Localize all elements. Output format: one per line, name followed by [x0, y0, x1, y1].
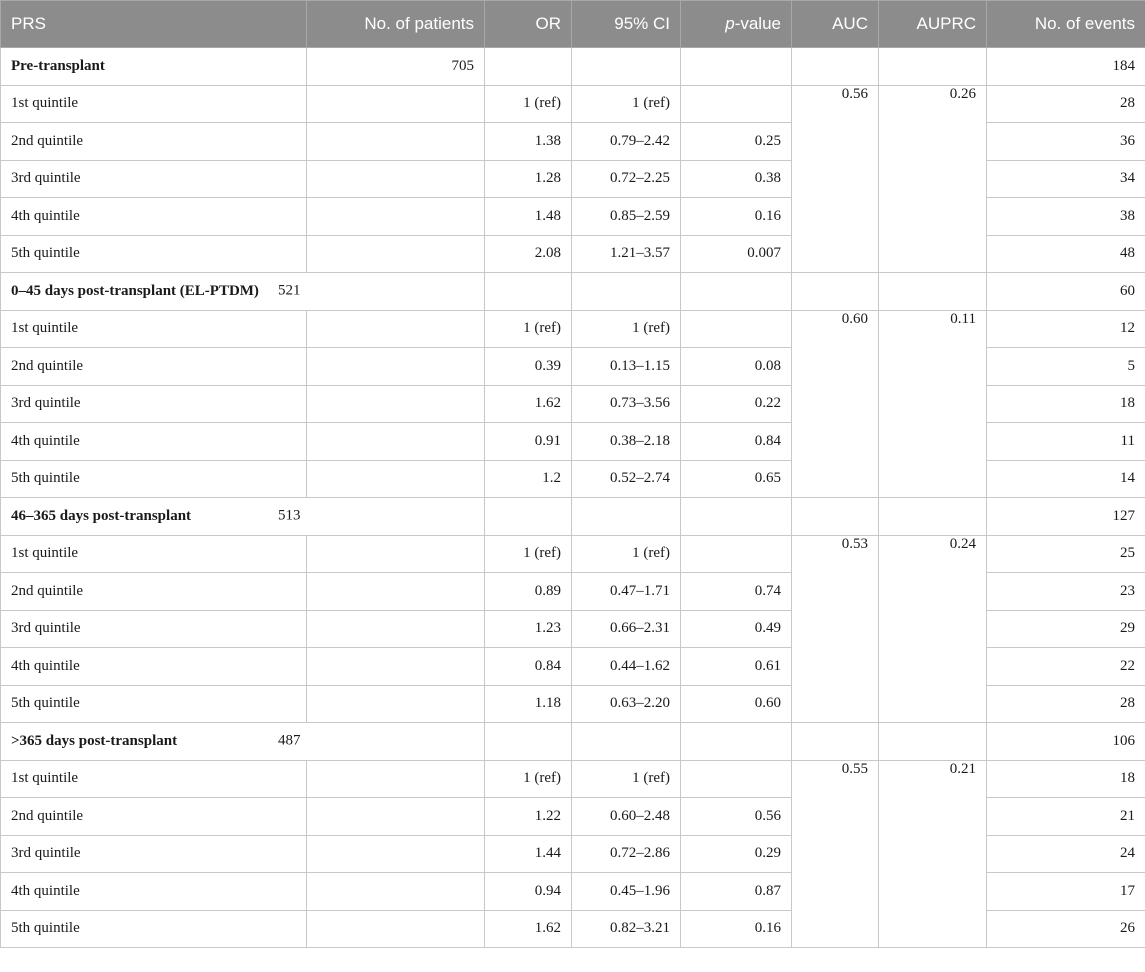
p-value: 0.08 [681, 348, 792, 386]
empty-cell [572, 723, 681, 761]
empty-cell [307, 235, 485, 273]
ci-value: 0.60–2.48 [572, 798, 681, 836]
quintile-label: 2nd quintile [1, 348, 307, 386]
or-value: 1 (ref) [485, 85, 572, 123]
section-label-text: 0–45 days post-transplant (EL-PTDM) [11, 282, 259, 299]
empty-cell [307, 798, 485, 836]
quintile-label: 2nd quintile [1, 798, 307, 836]
p-value: 0.84 [681, 423, 792, 461]
section-patients: 705 [307, 48, 485, 86]
events-value: 12 [987, 310, 1145, 348]
section-label-text: 46–365 days post-transplant [11, 507, 192, 524]
empty-cell [792, 48, 879, 86]
p-value: 0.25 [681, 123, 792, 161]
empty-cell [485, 48, 572, 86]
p-value: 0.16 [681, 910, 792, 948]
ci-value: 1 (ref) [572, 310, 681, 348]
events-value: 18 [987, 385, 1145, 423]
quintile-label: 4th quintile [1, 648, 307, 686]
events-value: 28 [987, 685, 1145, 723]
p-value: 0.74 [681, 573, 792, 611]
auc-value: 0.60 [792, 310, 879, 498]
empty-cell [681, 723, 792, 761]
empty-cell [485, 273, 572, 311]
events-value: 23 [987, 573, 1145, 611]
section-label [1, 498, 485, 536]
p-value: 0.29 [681, 835, 792, 873]
events-value: 24 [987, 835, 1145, 873]
or-value: 0.89 [485, 573, 572, 611]
quintile-label: 5th quintile [1, 460, 307, 498]
empty-cell [307, 348, 485, 386]
header-or: OR [485, 1, 572, 48]
ci-value: 0.63–2.20 [572, 685, 681, 723]
section-events: 106 [987, 723, 1145, 761]
header-p-italic: p [725, 14, 735, 33]
empty-cell [307, 123, 485, 161]
or-value: 1.22 [485, 798, 572, 836]
section-events: 127 [987, 498, 1145, 536]
events-value: 34 [987, 160, 1145, 198]
quintile-row [1, 760, 1145, 798]
p-value: 0.22 [681, 385, 792, 423]
quintile-label: 3rd quintile [1, 610, 307, 648]
header-auc: AUC [792, 1, 879, 48]
quintile-label: 4th quintile [1, 873, 307, 911]
empty-cell [572, 273, 681, 311]
ci-value: 0.47–1.71 [572, 573, 681, 611]
quintile-row [1, 85, 1145, 123]
or-value: 1.62 [485, 385, 572, 423]
p-value [681, 760, 792, 798]
header-auprc: AUPRC [879, 1, 987, 48]
empty-cell [485, 498, 572, 536]
quintile-row [1, 310, 1145, 348]
events-value: 48 [987, 235, 1145, 273]
header-ci: 95% CI [572, 1, 681, 48]
ci-value: 0.73–3.56 [572, 385, 681, 423]
quintile-label: 4th quintile [1, 423, 307, 461]
empty-cell [307, 573, 485, 611]
empty-cell [681, 273, 792, 311]
or-value: 1.18 [485, 685, 572, 723]
empty-cell [307, 85, 485, 123]
or-value: 1 (ref) [485, 310, 572, 348]
empty-cell [681, 498, 792, 536]
section-patients-inline: 487 [278, 732, 301, 749]
or-value: 1.2 [485, 460, 572, 498]
events-value: 18 [987, 760, 1145, 798]
events-value: 29 [987, 610, 1145, 648]
or-value: 0.91 [485, 423, 572, 461]
empty-cell [792, 273, 879, 311]
empty-cell [792, 723, 879, 761]
quintile-label: 3rd quintile [1, 385, 307, 423]
empty-cell [307, 535, 485, 573]
section-patients-inline: 521 [278, 282, 301, 299]
quintile-label: 2nd quintile [1, 123, 307, 161]
or-value: 1.62 [485, 910, 572, 948]
quintile-label: 5th quintile [1, 910, 307, 948]
ci-value: 0.45–1.96 [572, 873, 681, 911]
p-value [681, 85, 792, 123]
header-row [1, 1, 1145, 48]
or-value: 1.28 [485, 160, 572, 198]
empty-cell [307, 610, 485, 648]
p-value: 0.49 [681, 610, 792, 648]
quintile-label: 3rd quintile [1, 835, 307, 873]
ci-value: 1.21–3.57 [572, 235, 681, 273]
ci-value: 0.82–3.21 [572, 910, 681, 948]
p-value: 0.65 [681, 460, 792, 498]
empty-cell [307, 648, 485, 686]
p-value [681, 535, 792, 573]
or-value: 1.38 [485, 123, 572, 161]
quintile-label: 1st quintile [1, 760, 307, 798]
or-value: 2.08 [485, 235, 572, 273]
table-body [1, 48, 1145, 948]
empty-cell [879, 498, 987, 536]
ci-value: 0.66–2.31 [572, 610, 681, 648]
section-row [1, 498, 1145, 536]
p-value: 0.60 [681, 685, 792, 723]
or-value: 1.44 [485, 835, 572, 873]
header-patients: No. of patients [307, 1, 485, 48]
empty-cell [307, 910, 485, 948]
quintile-label: 2nd quintile [1, 573, 307, 611]
or-value: 1 (ref) [485, 760, 572, 798]
or-value: 1 (ref) [485, 535, 572, 573]
ci-value: 0.72–2.25 [572, 160, 681, 198]
ci-value: 0.44–1.62 [572, 648, 681, 686]
p-value: 0.16 [681, 198, 792, 236]
header-p-rest: -value [734, 14, 781, 33]
empty-cell [485, 723, 572, 761]
p-value [681, 310, 792, 348]
empty-cell [307, 423, 485, 461]
empty-cell [307, 835, 485, 873]
events-value: 25 [987, 535, 1145, 573]
header-prs: PRS [1, 1, 307, 48]
quintile-label: 5th quintile [1, 685, 307, 723]
table-header [1, 1, 1145, 48]
auprc-value: 0.11 [879, 310, 987, 498]
section-label [1, 273, 485, 311]
section-label-text: >365 days post-transplant [11, 732, 178, 749]
ci-value: 0.13–1.15 [572, 348, 681, 386]
empty-cell [681, 48, 792, 86]
or-value: 0.94 [485, 873, 572, 911]
auc-value: 0.53 [792, 535, 879, 723]
or-value: 1.48 [485, 198, 572, 236]
quintile-label: 1st quintile [1, 535, 307, 573]
section-row [1, 723, 1145, 761]
p-value: 0.61 [681, 648, 792, 686]
auprc-value: 0.26 [879, 85, 987, 273]
quintile-label: 5th quintile [1, 235, 307, 273]
header-p-value [681, 1, 792, 48]
p-value: 0.87 [681, 873, 792, 911]
events-value: 11 [987, 423, 1145, 461]
ci-value: 0.85–2.59 [572, 198, 681, 236]
auprc-value: 0.21 [879, 760, 987, 948]
quintile-row [1, 535, 1145, 573]
empty-cell [572, 498, 681, 536]
empty-cell [307, 310, 485, 348]
ci-value: 1 (ref) [572, 535, 681, 573]
section-patients-inline: 513 [278, 507, 301, 524]
empty-cell [307, 198, 485, 236]
empty-cell [307, 685, 485, 723]
events-value: 38 [987, 198, 1145, 236]
section-row [1, 48, 1145, 86]
or-value: 0.39 [485, 348, 572, 386]
empty-cell [307, 460, 485, 498]
auc-value: 0.56 [792, 85, 879, 273]
ci-value: 1 (ref) [572, 760, 681, 798]
events-value: 36 [987, 123, 1145, 161]
empty-cell [879, 723, 987, 761]
empty-cell [307, 873, 485, 911]
empty-cell [572, 48, 681, 86]
ci-value: 1 (ref) [572, 85, 681, 123]
empty-cell [792, 498, 879, 536]
auprc-value: 0.24 [879, 535, 987, 723]
empty-cell [307, 760, 485, 798]
events-value: 22 [987, 648, 1145, 686]
ci-value: 0.79–2.42 [572, 123, 681, 161]
empty-cell [879, 273, 987, 311]
section-events: 184 [987, 48, 1145, 86]
quintile-label: 1st quintile [1, 85, 307, 123]
events-value: 5 [987, 348, 1145, 386]
quintile-label: 1st quintile [1, 310, 307, 348]
events-value: 28 [987, 85, 1145, 123]
p-value: 0.007 [681, 235, 792, 273]
header-events: No. of events [987, 1, 1145, 48]
empty-cell [307, 385, 485, 423]
events-value: 26 [987, 910, 1145, 948]
ci-value: 0.72–2.86 [572, 835, 681, 873]
or-value: 0.84 [485, 648, 572, 686]
section-label [1, 723, 485, 761]
events-value: 21 [987, 798, 1145, 836]
quintile-label: 4th quintile [1, 198, 307, 236]
section-label: Pre-transplant [1, 48, 307, 86]
section-events: 60 [987, 273, 1145, 311]
ci-value: 0.52–2.74 [572, 460, 681, 498]
quintile-label: 3rd quintile [1, 160, 307, 198]
events-value: 17 [987, 873, 1145, 911]
auc-value: 0.55 [792, 760, 879, 948]
events-value: 14 [987, 460, 1145, 498]
section-row [1, 273, 1145, 311]
p-value: 0.38 [681, 160, 792, 198]
empty-cell [307, 160, 485, 198]
or-value: 1.23 [485, 610, 572, 648]
empty-cell [879, 48, 987, 86]
ci-value: 0.38–2.18 [572, 423, 681, 461]
p-value: 0.56 [681, 798, 792, 836]
